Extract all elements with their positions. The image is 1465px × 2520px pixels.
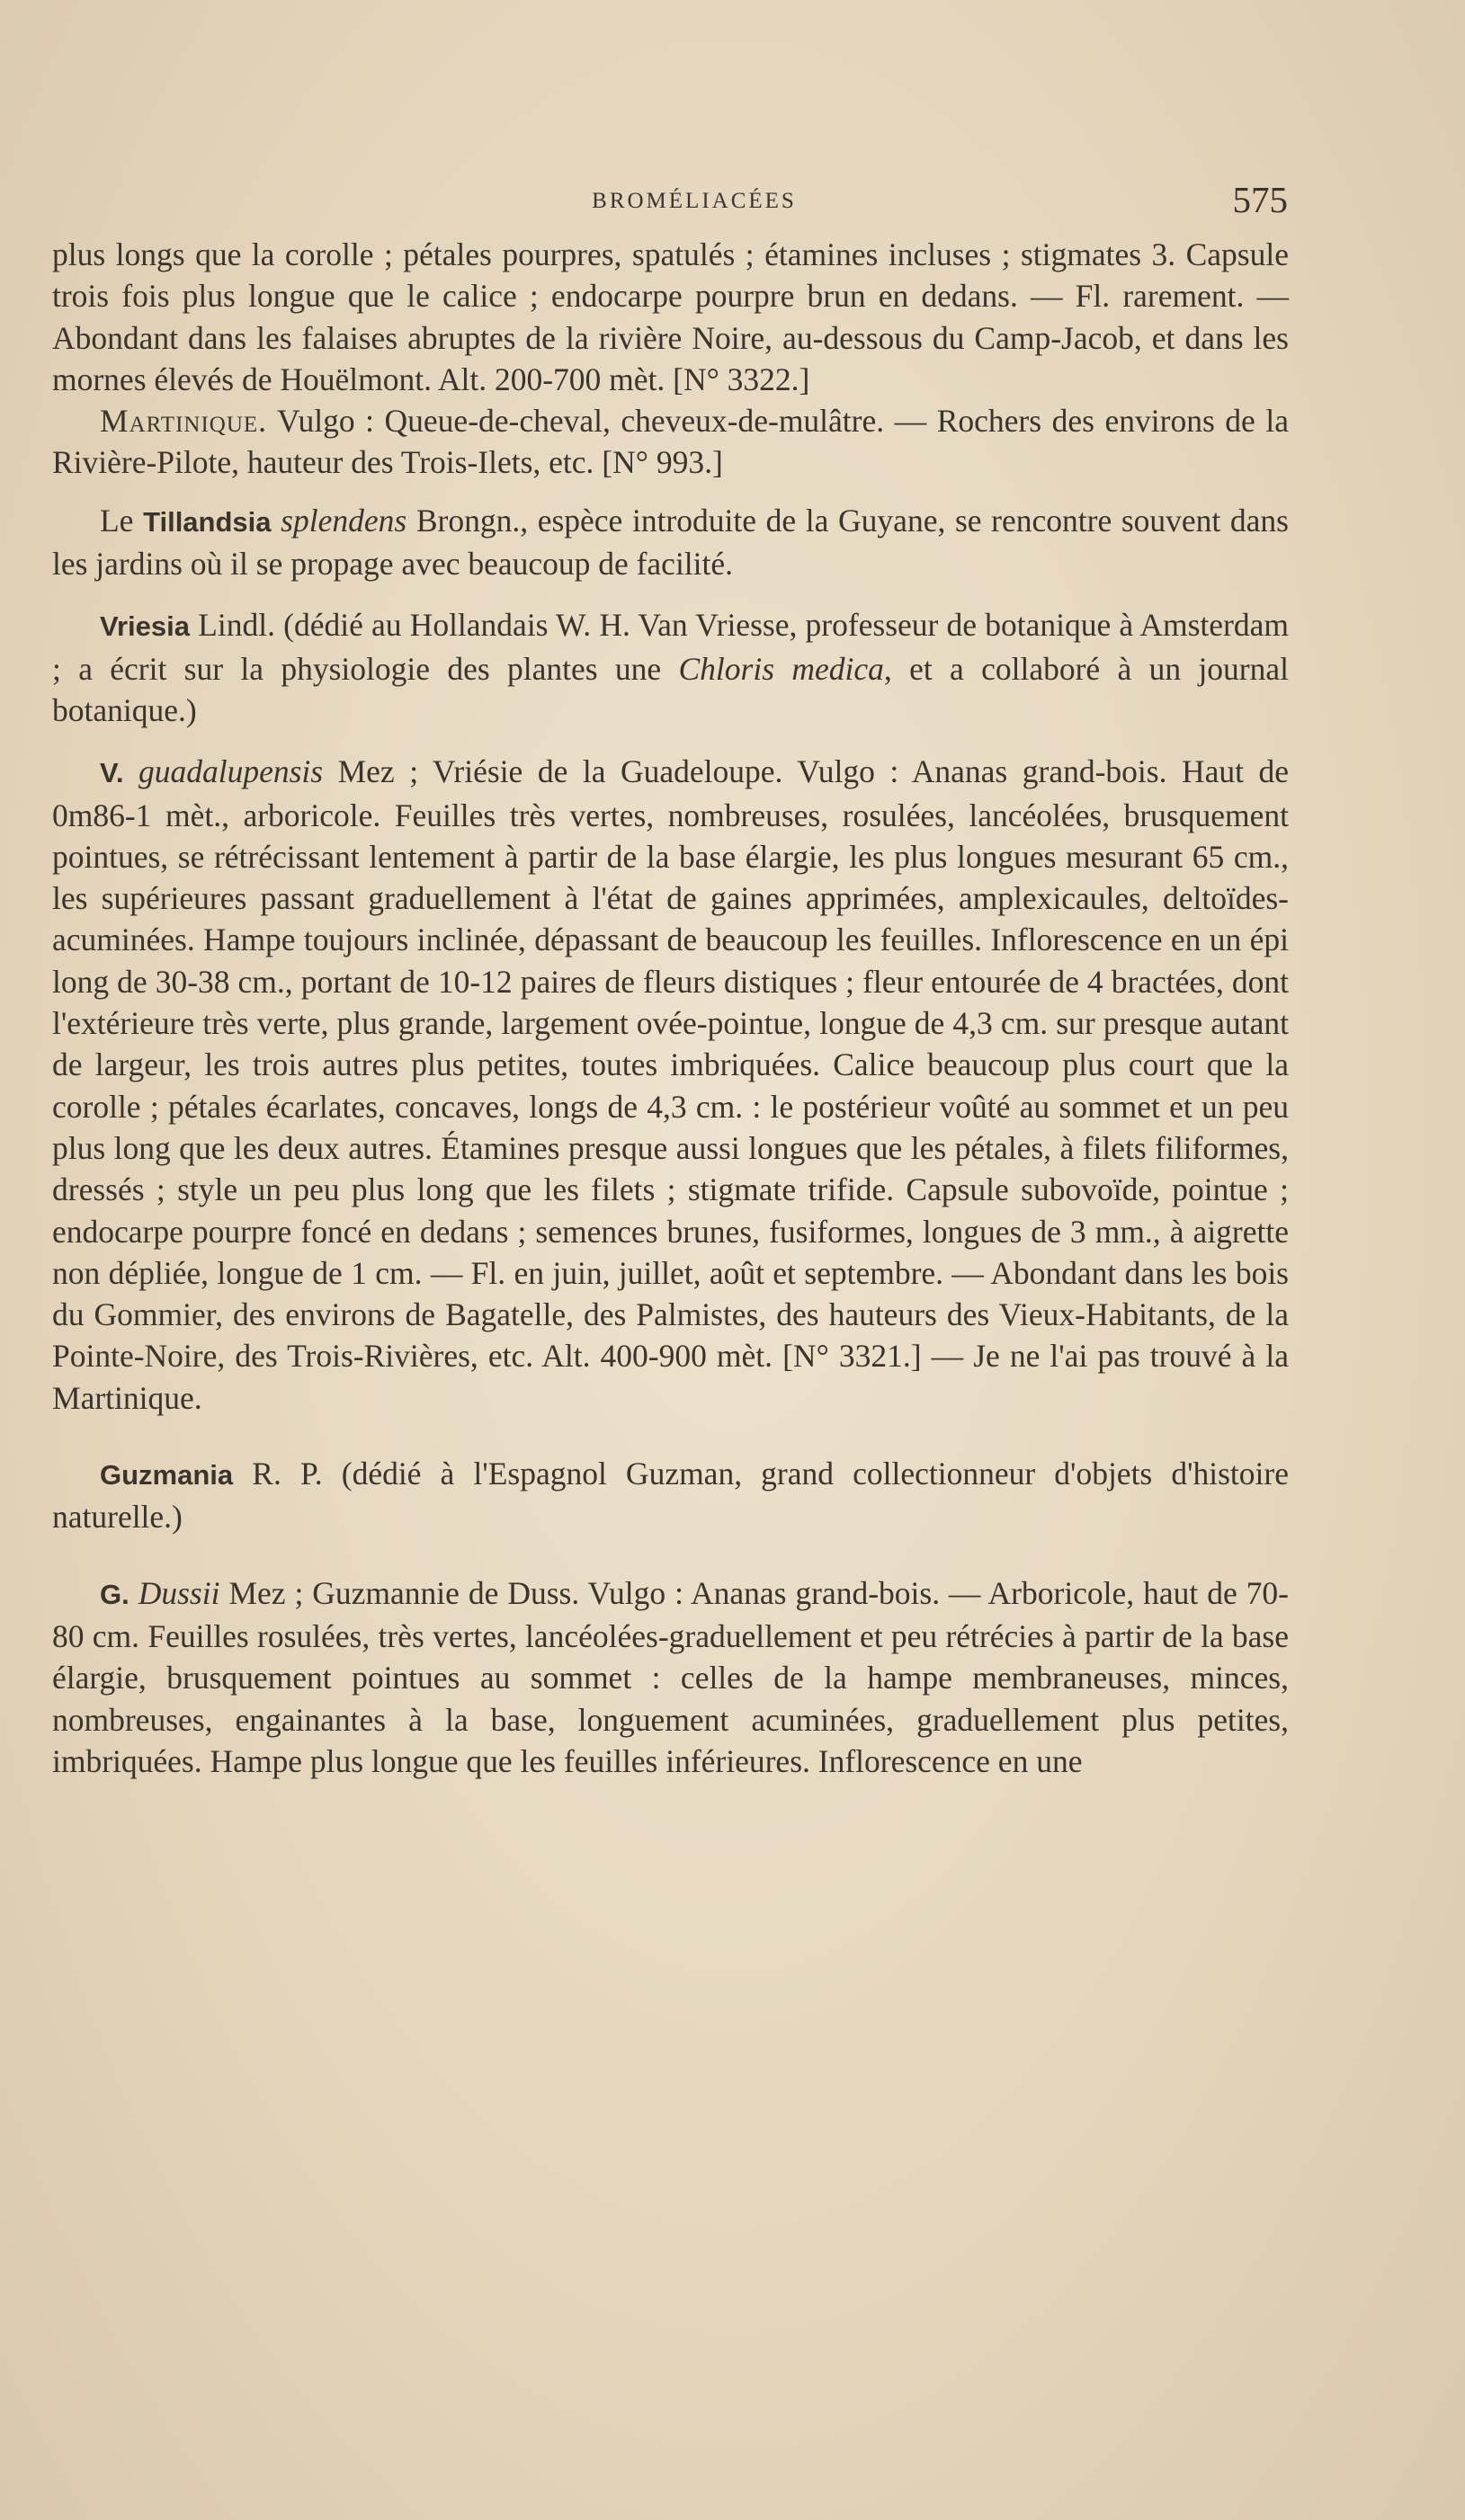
- genus-name: Tillandsia: [143, 505, 272, 538]
- paragraph-text: Mez ; Vriésie de la Guadeloupe. Vulgo : Ananas grand-bois. Haut de 0m86-1 mèt., arboricole. Feuilles très vertes, nombreuses, rosulées, lancéolées, brusquement pointues, se rétrécissant lentement à partir de la base élargie, les plus longues mesurant 65 cm., les supérieures passant graduellement à l'état de gaines apprimées, amplexicaules, deltoïdes-acuminées. Hampe toujours inclinée, dépassant de beaucoup les feuilles. Inflorescence en un épi long de 30-38 cm., portant de 10-12 paires de fleurs distiques ; fleur entourée de 4 bractées, dont l'extérieure très verte, plus grande, largement ovée-pointue, longue de 4,3 cm. sur presque autant de largeur, les trois autres plus petites, toutes imbriquées. Calice beaucoup plus court que la corolle ; pétales écarlates, concaves, longs de 4,3 cm. : le postérieur voûté au sommet et un peu plus long que les deux autres. Étamines presque aussi longues que les pétales, à filets filiformes, dressés ; style un peu plus long que les filets ; stigmate trifide. Capsule subovoïde, pointue ; endocarpe pourpre foncé en dedans ; semences brunes, fusiformes, longues de 3 mm., à aigrette non dépliée, longue de 1 cm. — Fl. en juin, juillet, août et septembre. — Abondant dans les bois du Gommier, des environs de Bagatelle, des Palmistes, des hauteurs des Vieux-Habitants, de la Pointe-Noire, des Trois-Rivières, etc. Alt. 400-900 mèt. [N° 3321.] — Je ne l'ai pas trouvé à la Martinique.: [52, 753, 1290, 1416]
- paragraph-tillandsia-splendens: [52, 500, 1289, 585]
- genus-name: Guzmania: [100, 1459, 234, 1492]
- species-name: Dussii: [138, 1574, 220, 1611]
- paragraph-guzmania-dussii: [52, 1572, 1289, 1782]
- paragraph-text: Mez ; Guzmannie de Duss. Vulgo : Ananas grand-bois. — Arboricole, haut de 70-80 cm. Feuilles rosulées, très vertes, lancéolées-graduellement et peu rétrécies à partir de la base élargie, brusquement pointues au sommet : celles de la hampe membraneuses, minces, nombreuses, engainantes à la base, longuement acuminées, graduellement plus petites, imbriquées. Hampe plus longue que les feuilles inférieures. Inflorescence en une: [52, 1574, 1289, 1779]
- paragraph-text: Lindl. (dédié au Hollandais W. H. Van Vriesse, professeur de botanique à Amsterdam ; a écrit sur la physiologie des plantes une: [52, 607, 1289, 687]
- page-number: 575: [1232, 179, 1288, 220]
- paragraph-text: , et a collaboré à un journal botanique.): [52, 650, 1289, 728]
- page-body: [52, 234, 1289, 1782]
- paragraph-guzmania: [52, 1453, 1289, 1538]
- running-head: BROMÉLIACÉES: [592, 189, 797, 213]
- work-title: Chloris medica: [678, 650, 884, 687]
- paragraph-vriesia: [52, 604, 1289, 731]
- paragraph-continuation: [52, 234, 1289, 400]
- paragraph-text: plus longs que la corolle ; pétales pourpres, spatulés ; étamines incluses ; stigmates 3. Capsule trois fois plus longue que le calice ; endocarpe pourpre brun en dedans. — Fl. rarement. — Abondant dans les falaises abruptes de la rivière Noire, au-dessous du Camp-Jacob, et dans les mornes élevés de Houëlmont. Alt. 200-700 mèt. [N° 3322.]: [52, 236, 1289, 397]
- genus-abbreviation: G.: [100, 1578, 130, 1610]
- paragraph-vriesia-guadalupensis: [52, 751, 1289, 1419]
- region-label: Martinique.: [100, 403, 268, 440]
- genus-abbreviation: V.: [100, 757, 124, 789]
- paragraph-lead: Le: [100, 502, 144, 539]
- species-name: splendens: [281, 502, 407, 539]
- genus-name: Vriesia: [100, 610, 190, 643]
- paragraph-text: Vulgo : Queue-de-cheval, cheveux-de-mulâtre. — Rochers des environs de la Rivière-Pilote, hauteur des Trois-Ilets, etc. [N° 993.]: [52, 403, 1289, 481]
- species-name: guadalupensis: [138, 753, 324, 790]
- paragraph-martinique: [52, 400, 1289, 484]
- paragraph-text: Brongn., espèce introduite de la Guyane, se rencontre souvent dans les jardins où il se propage avec beaucoup de facilité.: [52, 502, 1289, 583]
- paragraph-text: R. P. (dédié à l'Espagnol Guzman, grand collectionneur d'objets d'histoire naturelle.): [52, 1456, 1289, 1536]
- page-header: [101, 178, 1288, 223]
